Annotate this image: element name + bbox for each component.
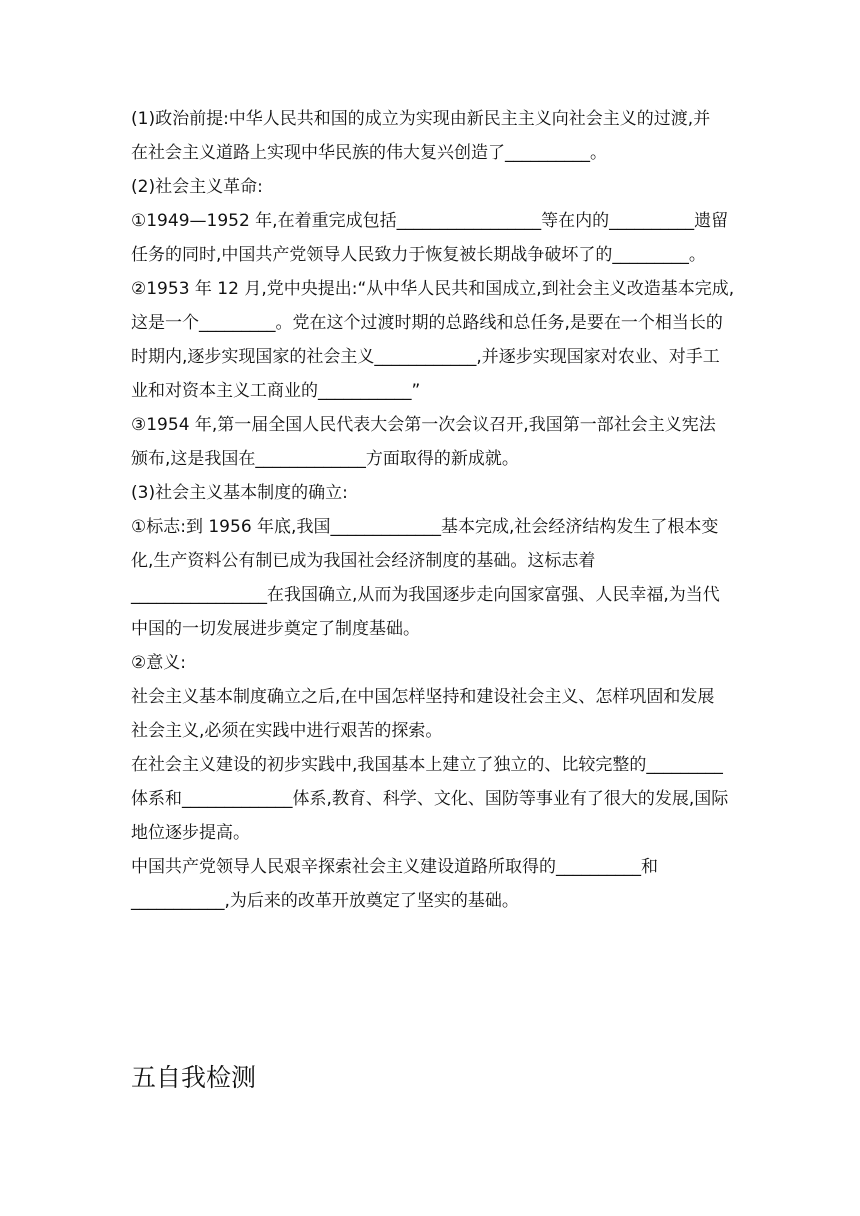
text-line: ___________,为后来的改革开放奠定了坚实的基础。 (131, 891, 519, 911)
section-heading: 五自我检测 (131, 1063, 257, 1092)
text-line: (2)社会主义革命: (131, 177, 263, 197)
text-line: 地位逐步提高。 (131, 823, 250, 843)
text-line: 业和对资本主义工商业的___________” (131, 381, 421, 401)
text-line: 中国共产党领导人民艰辛探索社会主义建设道路所取得的__________和 (131, 857, 658, 877)
text-line: 时期内,逐步实现国家的社会主义____________,并逐步实现国家对农业、对手工 (131, 347, 720, 367)
text-line: ②意义: (131, 653, 186, 673)
text-line: 体系和_____________体系,教育、科学、文化、国防等事业有了很大的发展,国际 (131, 789, 729, 809)
text-line: 社会主义,必须在实践中进行艰苦的探索。 (131, 721, 443, 741)
document-body (131, 102, 735, 918)
text-line: ①标志:到 1956 年底,我国_____________基本完成,社会经济结构发生了根本变 (131, 517, 719, 537)
text-line: 中国的一切发展进步奠定了制度基础。 (131, 619, 420, 639)
text-line: 任务的同时,中国共产党领导人民致力于恢复被长期战争破坏了的_________。 (131, 245, 706, 265)
text-line: ③1954 年,第一届全国人民代表大会第一次会议召开,我国第一部社会主义宪法 (131, 415, 716, 435)
text-line: ①1949—1952 年,在着重完成包括_________________等在内的__________遗留 (131, 211, 729, 231)
text-line: (1)政治前提:中华人民共和国的成立为实现由新民主主义向社会主义的过渡,并 (131, 109, 711, 129)
text-line: 颁布,这是我国在_____________方面取得的新成就。 (131, 449, 519, 469)
text-line: ________________在我国确立,从而为我国逐步走向国家富强、人民幸福,为当代 (131, 585, 720, 605)
text-line: 在社会主义道路上实现中华民族的伟大复兴创造了__________。 (131, 143, 607, 163)
text-line: ②1953 年 12 月,党中央提出:“从中华人民共和国成立,到社会主义改造基本完成, (131, 279, 735, 299)
text-line: 社会主义基本制度确立之后,在中国怎样坚持和建设社会主义、怎样巩固和发展 (131, 687, 715, 707)
text-line: 化,生产资料公有制已成为我国社会经济制度的基础。这标志着 (131, 551, 596, 571)
text-line: 这是一个_________。党在这个过渡时期的总路线和总任务,是要在一个相当长的 (131, 313, 723, 333)
text-line: 在社会主义建设的初步实践中,我国基本上建立了独立的、比较完整的_________ (131, 755, 723, 775)
text-line: (3)社会主义基本制度的确立: (131, 483, 348, 503)
